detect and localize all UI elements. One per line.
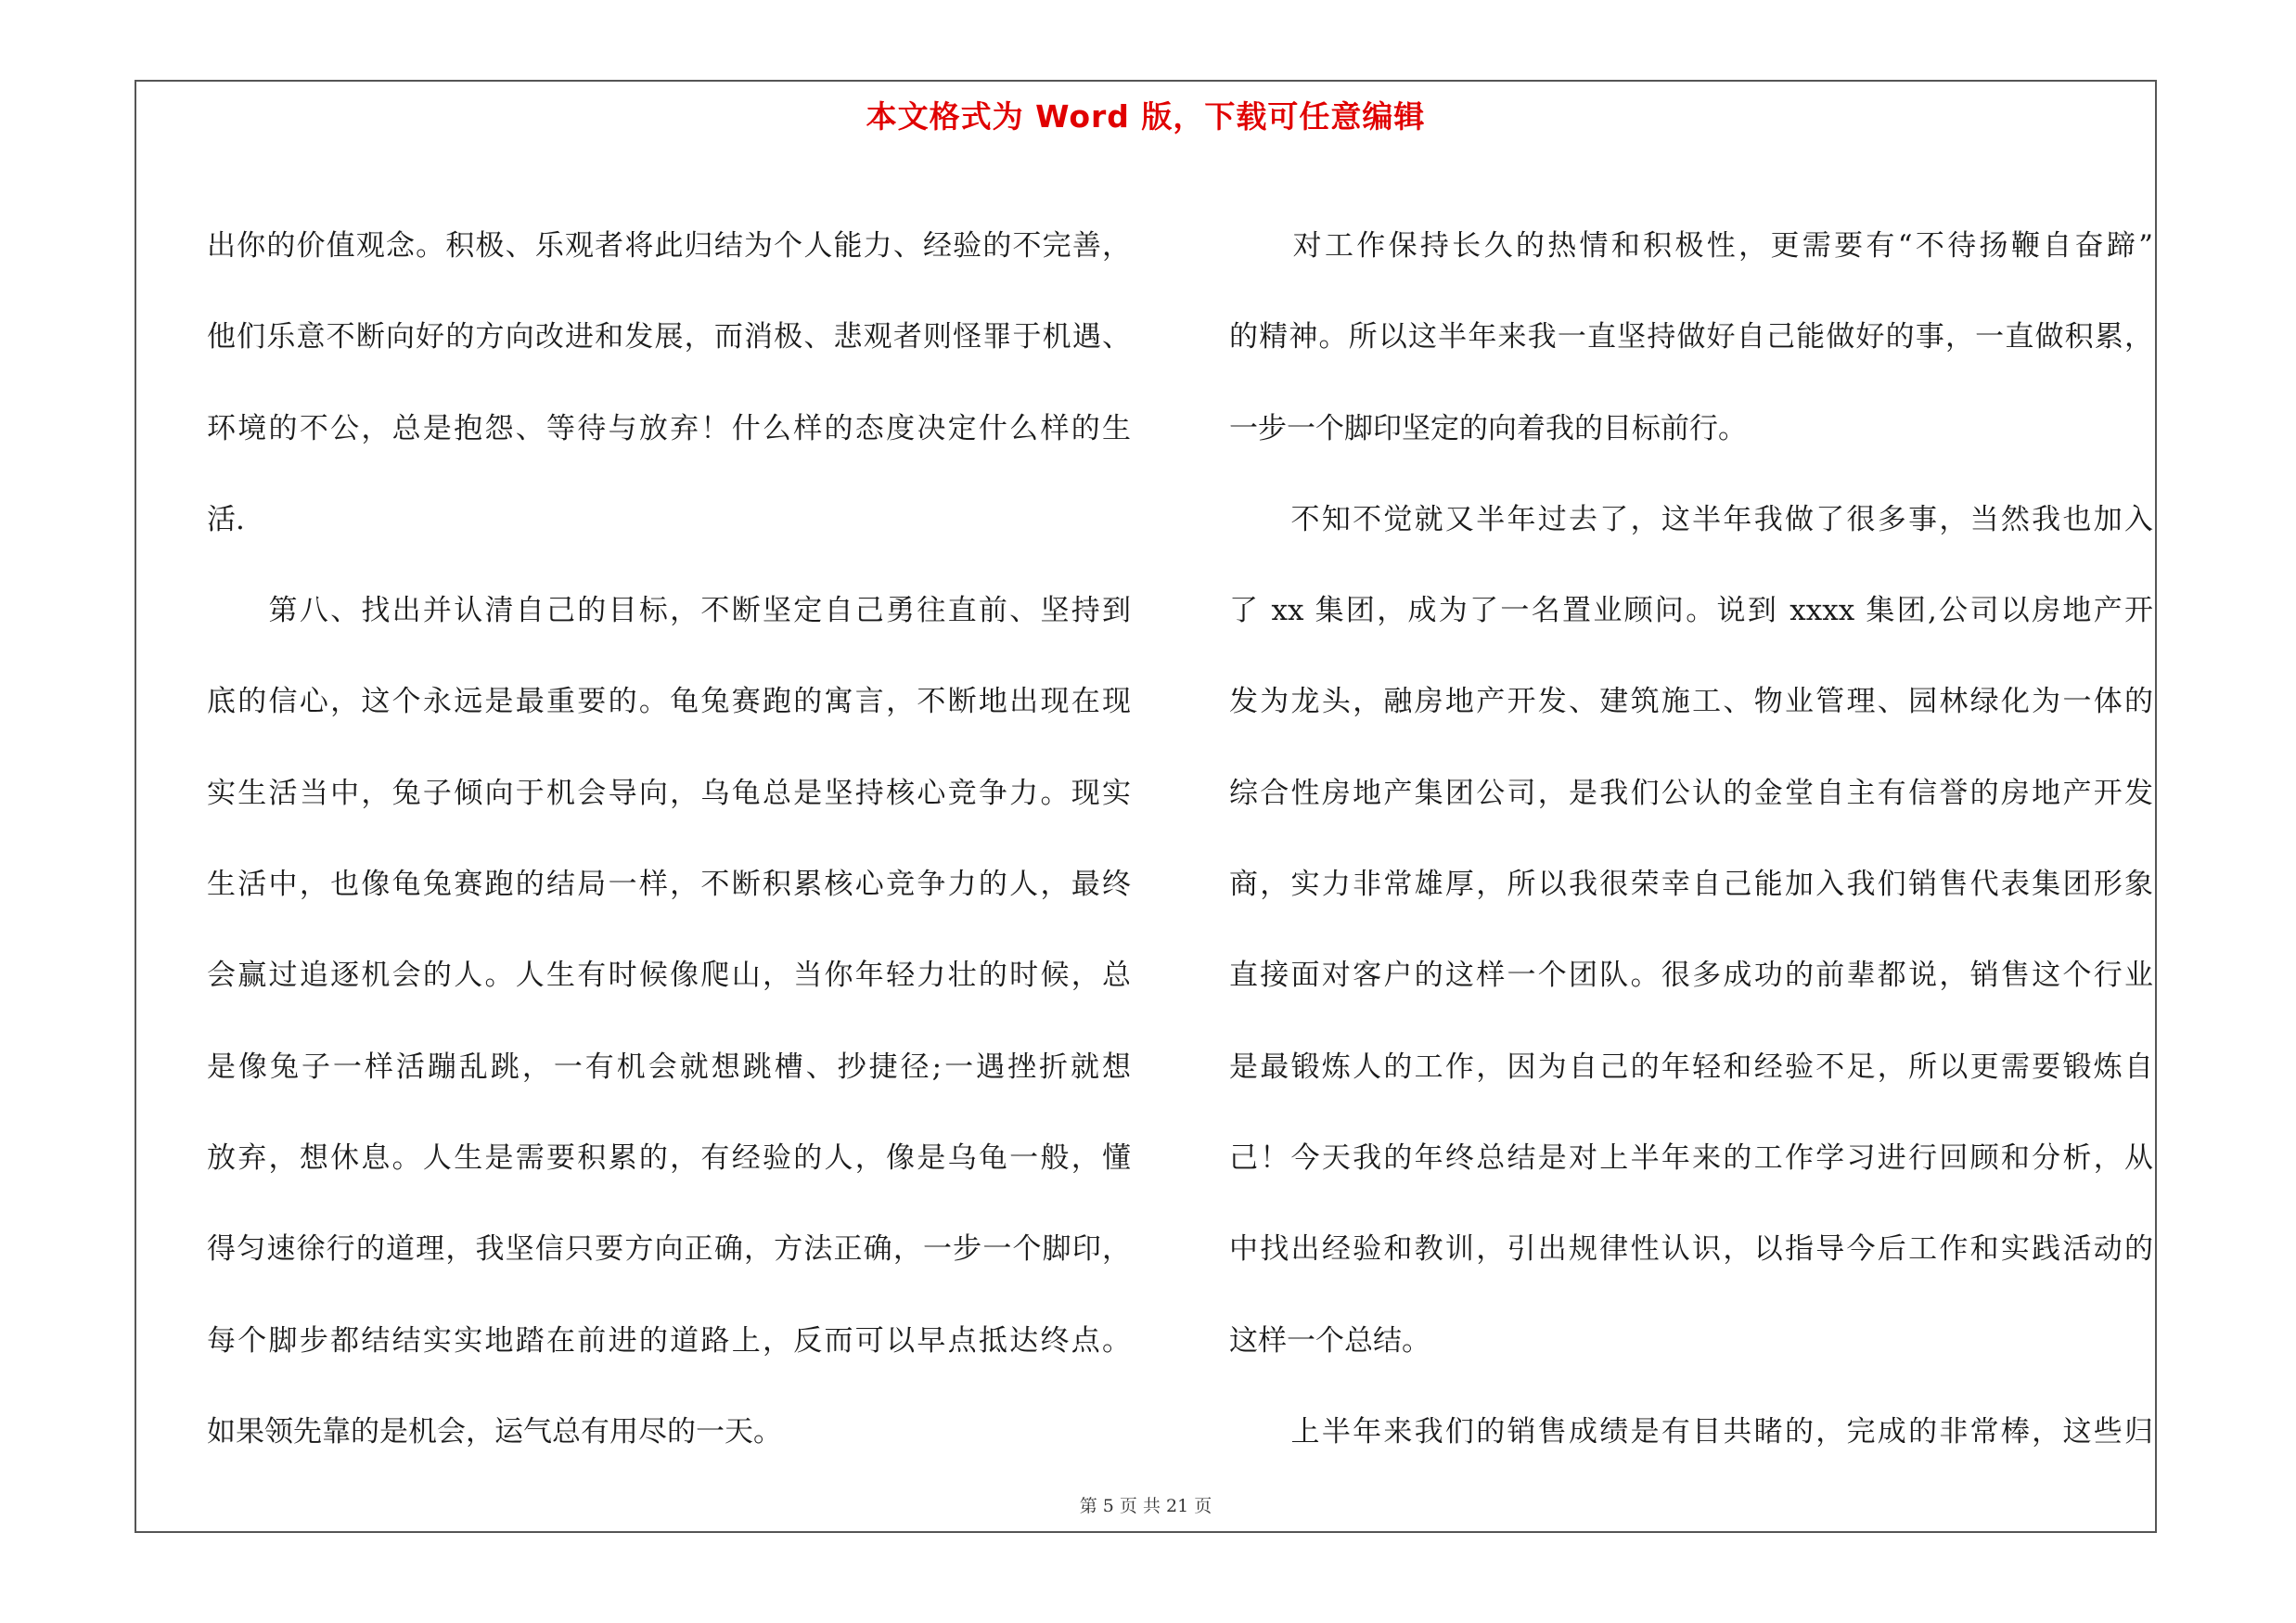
text-line: 的精神。所以这半年来我一直坚持做好自己能做好的事，一直做积累， <box>1229 320 2153 354</box>
text-line: 上半年来我们的销售成绩是有目共睹的，完成的非常棒，这些归 <box>1229 1414 2153 1449</box>
text-line: 实生活当中，兔子倾向于机会导向，乌龟总是坚持核心竞争力。现实 <box>207 776 1131 810</box>
text-line: 不知不觉就又半年过去了，这半年我做了很多事，当然我也加入 <box>1229 502 2153 536</box>
page-indicator: 第 5 页 共 21 页 <box>1079 1496 1212 1516</box>
text-line: 综合性房地产集团公司，是我们公认的金堂自主有信誉的房地产开发 <box>1229 776 2153 810</box>
text-line: 对工作保持长久的热情和积极性，更需要有“不待扬鞭自奋蹄” <box>1229 229 2153 263</box>
text-line: 得匀速徐行的道理，我坚信只要方向正确，方法正确，一步一个脚印， <box>207 1232 1131 1267</box>
text-line: 会赢过追逐机会的人。人生有时候像爬山，当你年轻力壮的时候，总 <box>207 959 1131 993</box>
text-line: 商，实力非常雄厚，所以我很荣幸自己能加入我们销售代表集团形象 <box>1229 868 2153 902</box>
text-line: 生活中，也像龟兔赛跑的结局一样，不断积累核心竞争力的人，最终 <box>207 868 1131 902</box>
text-line: 是像兔子一样活蹦乱跳，一有机会就想跳槽、抄捷径;一遇挫折就想 <box>207 1050 1131 1084</box>
text-line: 己！今天我的年终总结是对上半年来的工作学习进行回顾和分析，从 <box>1229 1140 2153 1175</box>
text-line: 如果领先靠的是机会，运气总有用尽的一天。 <box>207 1414 782 1449</box>
text-line: 环境的不公，总是抱怨、等待与放弃！什么样的态度决定什么样的生 <box>207 411 1131 445</box>
left-column <box>207 200 1131 1477</box>
text-line: 了 xx 集团，成为了一名置业顾问。说到 xxxx 集团,公司以房地产开 <box>1229 594 2153 628</box>
text-line: 一步一个脚印坚定的向着我的目标前行。 <box>1229 411 1747 445</box>
text-line: 他们乐意不断向好的方向改进和发展，而消极、悲观者则怪罪于机遇、 <box>207 320 1131 354</box>
document-page <box>135 80 2157 1533</box>
text-line: 活. <box>207 502 245 536</box>
header-banner: 本文格式为 Word 版，下载可任意编辑 <box>866 98 1426 135</box>
text-line: 直接面对客户的这样一个团队。很多成功的前辈都说，销售这个行业 <box>1229 959 2153 993</box>
right-column <box>1229 200 2153 1477</box>
text-line: 发为龙头，融房地产开发、建筑施工、物业管理、园林绿化为一体的 <box>1229 685 2153 719</box>
text-line: 出你的价值观念。积极、乐观者将此归结为个人能力、经验的不完善， <box>207 229 1131 263</box>
text-line: 中找出经验和教训，引出规律性认识，以指导今后工作和实践活动的 <box>1229 1232 2153 1267</box>
text-line: 这样一个总结。 <box>1229 1323 1430 1358</box>
text-line: 底的信心，这个永远是最重要的。龟兔赛跑的寓言，不断地出现在现 <box>207 685 1131 719</box>
text-line: 是最锻炼人的工作，因为自己的年轻和经验不足，所以更需要锻炼自 <box>1229 1050 2153 1084</box>
text-line: 第八、找出并认清自己的目标，不断坚定自己勇往直前、坚持到 <box>207 594 1131 628</box>
text-line: 放弃，想休息。人生是需要积累的，有经验的人，像是乌龟一般，懂 <box>207 1140 1131 1175</box>
text-line: 每个脚步都结结实实地踏在前进的道路上，反而可以早点抵达终点。 <box>207 1323 1131 1358</box>
